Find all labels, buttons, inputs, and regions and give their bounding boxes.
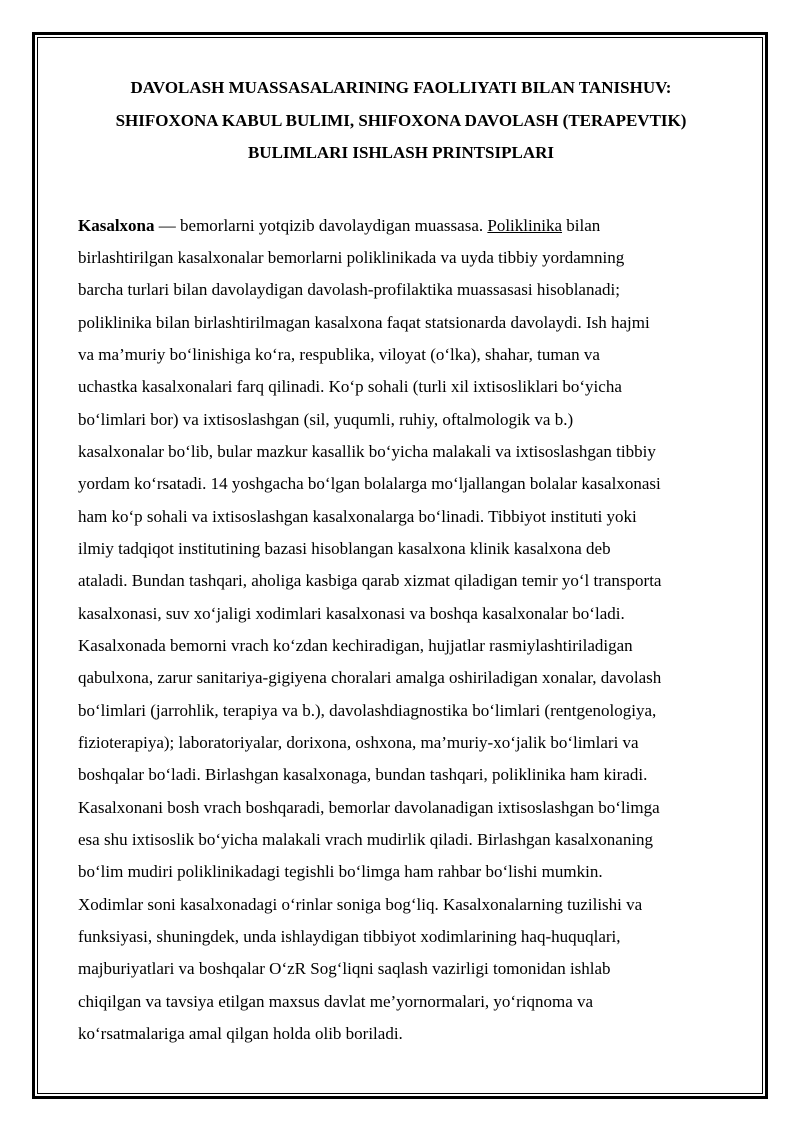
body-line: kasalxonalar boʻlib, bular mazkur kasallik boʻyicha malakali va ixtisoslashgan tibbiy — [78, 441, 656, 461]
body-line: qabulxona, zarur sanitariya-gigiyena choralari amalga oshiriladigan xonalar, davolash — [78, 668, 662, 688]
body-line: barcha turlari bilan davolaydigan davolash-profilaktika muassasasi hisoblanadi; — [78, 280, 620, 300]
body-line: Xodimlar soni kasalxonadagi oʻrinlar soniga bogʻliq. Kasalxonalarning tuzilishi va — [78, 894, 643, 914]
body-line: funksiyasi, shuningdek, unda ishlaydigan tibbiyot xodimlarining haq-huquqlari, — [78, 927, 621, 947]
body-line: ilmiy tadqiqot institutining bazasi hisoblangan kasalxona klinik kasalxona deb — [78, 538, 611, 558]
title-line-2: SHIFOXONA KABUL BULIMI, SHIFOXONA DAVOLASH (TERAPEVTIK) — [115, 110, 687, 130]
term-kasalxona: Kasalxona — [78, 215, 155, 235]
body-line: ataladi. Bundan tashqari, aholiga kasbiga qarab xizmat qiladigan temir yoʻl transporta — [78, 571, 662, 591]
title-line-3: BULIMLARI ISHLASH PRINTSIPLARI — [247, 143, 555, 162]
poliklinika-link[interactable]: Poliklinika — [487, 215, 562, 235]
body-line: majburiyatlari va boshqalar OʻzR Sogʻliqni saqlash vazirligi tomonidan ishlab — [78, 959, 611, 979]
body-line: ham koʻp sohali va ixtisoslashgan kasalxonalarga boʻlinadi. Tibbiyot instituti yoki — [78, 506, 637, 526]
body-line-1 — [78, 210, 724, 242]
document-title — [78, 72, 724, 170]
body-line: va ma’muriy boʻlinishiga koʻra, respublika, viloyat (oʻlka), shahar, tuman va — [78, 344, 600, 364]
body-line: kasalxonasi, suv xoʻjaligi xodimlari kasalxonasi va boshqa kasalxonalar boʻladi. — [78, 603, 625, 623]
document-content — [78, 72, 724, 1050]
body-line: birlashtirilgan kasalxonalar bemorlarni poliklinikada va uyda tibbiy yordamning — [78, 247, 625, 267]
definition-text-end: bilan — [562, 215, 601, 235]
body-line: esa shu ixtisoslik boʻyicha malakali vrach mudirlik qiladi. Birlashgan kasalxonaning — [78, 830, 654, 850]
body-line: yordam koʻrsatadi. 14 yoshgacha boʻlgan bolalarga moʻljallangan bolalar kasalxonasi — [78, 474, 661, 494]
body-line: Kasalxonani bosh vrach boshqaradi, bemorlar davolanadigan ixtisoslashgan boʻlimga — [78, 797, 660, 817]
body-line: uchastka kasalxonalari farq qilinadi. Koʻp sohali (turli xil ixtisosliklari boʻyicha — [78, 377, 622, 397]
body-line: boshqalar boʻladi. Birlashgan kasalxonaga, bundan tashqari, poliklinika ham kiradi. — [78, 765, 648, 785]
body-line: koʻrsatmalariga amal qilgan holda olib boriladi. — [78, 1024, 403, 1044]
body-line: poliklinika bilan birlashtirilmagan kasalxona faqat statsionarda davolaydi. Ish hajmi — [78, 312, 650, 332]
document-body — [78, 210, 724, 1051]
body-line: fizioterapiya); laboratoriyalar, dorixona, oshxona, ma’muriy-xoʻjalik boʻlimlari va — [78, 733, 639, 752]
body-line: boʻlim mudiri poliklinikadagi tegishli boʻlimga ham rahbar boʻlishi mumkin. — [78, 862, 603, 882]
body-line: chiqilgan va tavsiya etilgan maxsus davlat me’yornormalari, yoʻriqnoma va — [78, 991, 594, 1011]
body-line: boʻlimlari (jarrohlik, terapiya va b.), davolashdiagnostika boʻlimlari (rentgenologiya, — [78, 700, 657, 720]
title-line-1: DAVOLASH MUASSASALARINING FAOLLIYATI BILAN TANISHUV: — [130, 78, 672, 97]
body-line: boʻlimlari bor) va ixtisoslashgan (sil, yuqumli, ruhiy, oftalmologik va b.) — [78, 409, 574, 429]
definition-text: — bemorlarni yotqizib davolaydigan muassasa. — [154, 215, 488, 235]
body-line: Kasalxonada bemorni vrach koʻzdan kechiradigan, hujjatlar rasmiylashtiriladigan — [78, 635, 633, 655]
